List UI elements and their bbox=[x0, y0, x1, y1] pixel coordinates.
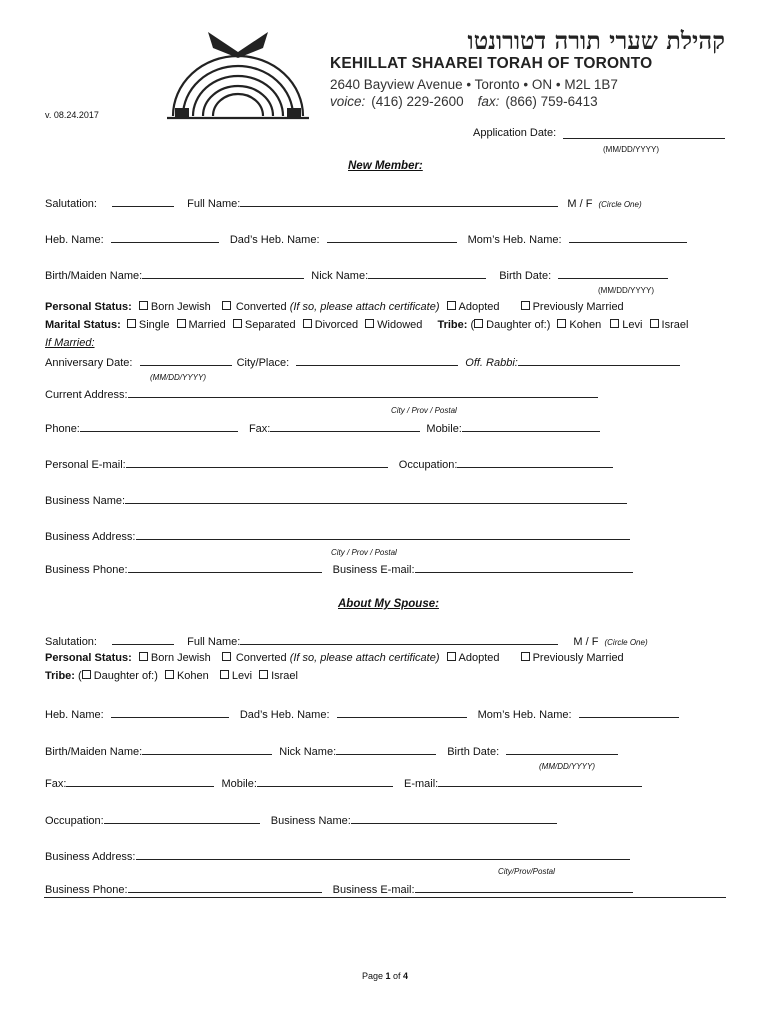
nm-row-current-address bbox=[45, 387, 606, 401]
sp-moms-heb-name-label: Mom’s Heb. Name: bbox=[477, 709, 572, 721]
phone-field[interactable] bbox=[80, 421, 238, 432]
synagogue-arch-logo bbox=[163, 26, 313, 122]
current-address-field[interactable] bbox=[128, 387, 598, 398]
sp-converted-checkbox[interactable] bbox=[222, 652, 231, 661]
sp-dads-heb-name-field[interactable] bbox=[337, 707, 467, 718]
levi-label: Levi bbox=[622, 319, 643, 331]
current-address-hint: City / Prov / Postal bbox=[391, 406, 457, 415]
separated-label: Separated bbox=[244, 319, 296, 331]
sp-business-name-label: Business Name: bbox=[270, 815, 351, 827]
sp-heb-name-label: Heb. Name: bbox=[45, 709, 104, 721]
daughter-of-label: Daughter of:) bbox=[486, 319, 551, 331]
sp-kohen-checkbox[interactable] bbox=[165, 670, 174, 679]
personal-email-field[interactable] bbox=[126, 457, 388, 468]
voice-label: voice: bbox=[330, 94, 366, 109]
sp-nick-name-field[interactable] bbox=[336, 744, 436, 755]
sp-business-email-label: Business E-mail: bbox=[332, 884, 415, 896]
israel-label: Israel bbox=[661, 319, 689, 331]
circle-one-hint: (Circle One) bbox=[598, 200, 642, 209]
off-rabbi-label: Off. Rabbi: bbox=[465, 357, 518, 369]
page-total: 4 bbox=[403, 971, 409, 981]
sp-mobile-label: Mobile: bbox=[221, 778, 257, 790]
heb-name-field[interactable] bbox=[111, 232, 219, 243]
sp-business-phone-label: Business Phone: bbox=[45, 884, 128, 896]
city-place-field[interactable] bbox=[296, 355, 458, 366]
full-name-label: Full Name: bbox=[187, 198, 241, 210]
current-address-label: Current Address: bbox=[45, 389, 128, 401]
birth-date-hint: (MM/DD/YYYY) bbox=[598, 286, 654, 295]
sp-personal-status-label: Personal Status: bbox=[45, 652, 132, 664]
nm-row-business-contact bbox=[45, 562, 641, 576]
sp-levi-label: Levi bbox=[231, 670, 253, 682]
sp-row-tribe bbox=[45, 670, 298, 682]
widowed-checkbox[interactable] bbox=[365, 319, 374, 328]
anniversary-date-field[interactable] bbox=[140, 355, 232, 366]
nm-row-personal-status bbox=[45, 301, 624, 313]
converted-checkbox[interactable] bbox=[222, 301, 231, 310]
hebrew-org-name: קהילת שערי תורה דטורונטו bbox=[467, 26, 725, 55]
kohen-label: Kohen bbox=[569, 319, 602, 331]
sp-converted-note: (If so, please attach certificate) bbox=[289, 652, 440, 664]
fax-field[interactable] bbox=[270, 421, 420, 432]
fax-label: Fax: bbox=[248, 423, 271, 435]
sp-daughter-of-checkbox[interactable] bbox=[82, 670, 91, 679]
married-checkbox[interactable] bbox=[177, 319, 186, 328]
nm-row-anniversary bbox=[45, 355, 688, 369]
nm-row-business-name bbox=[45, 493, 635, 507]
anniversary-date-label: Anniversary Date: bbox=[45, 357, 133, 369]
sp-row-business-address bbox=[45, 849, 638, 863]
business-address-label: Business Address: bbox=[45, 531, 136, 543]
sp-daughter-of-label: Daughter of:) bbox=[93, 670, 158, 682]
divorced-label: Divorced bbox=[314, 319, 359, 331]
sp-business-address-field[interactable] bbox=[136, 849, 630, 860]
daughter-of-checkbox[interactable] bbox=[474, 319, 483, 328]
sp-israel-checkbox[interactable] bbox=[259, 670, 268, 679]
sp-row-birth bbox=[45, 744, 626, 758]
nm-row-birth bbox=[45, 268, 676, 282]
spouse-title: About My Spouse: bbox=[338, 598, 439, 610]
gender-mf[interactable]: M / F bbox=[567, 198, 593, 210]
sp-nick-name-label: Nick Name: bbox=[279, 746, 337, 758]
single-checkbox[interactable] bbox=[127, 319, 136, 328]
nm-if-married bbox=[45, 337, 95, 349]
levi-checkbox[interactable] bbox=[610, 319, 619, 328]
page-number: 1 bbox=[385, 971, 391, 981]
kohen-checkbox[interactable] bbox=[557, 319, 566, 328]
phone-label: Phone: bbox=[45, 423, 80, 435]
page-label: Page bbox=[361, 971, 383, 981]
widowed-label: Widowed bbox=[377, 319, 423, 331]
marital-status-label: Marital Status: bbox=[45, 319, 121, 331]
sp-row-occupation bbox=[45, 813, 565, 827]
sp-birth-date-field[interactable] bbox=[506, 744, 618, 755]
born-jewish-label: Born Jewish bbox=[150, 301, 211, 313]
page-footer bbox=[0, 971, 770, 981]
adopted-label: Adopted bbox=[458, 301, 500, 313]
application-date-hint: (MM/DD/YYYY) bbox=[603, 145, 659, 154]
sp-row-hebrew-names bbox=[45, 707, 687, 721]
application-date-field[interactable] bbox=[563, 138, 725, 139]
moms-heb-name-field[interactable] bbox=[569, 232, 687, 243]
salutation-field[interactable] bbox=[112, 196, 174, 207]
sp-previously-married-label: Previously Married bbox=[532, 652, 624, 664]
sp-kohen-label: Kohen bbox=[176, 670, 209, 682]
personal-status-label: Personal Status: bbox=[45, 301, 132, 313]
converted-label: Converted bbox=[235, 301, 287, 313]
anniversary-date-hint: (MM/DD/YYYY) bbox=[150, 373, 206, 382]
sp-business-email-field[interactable] bbox=[415, 882, 633, 893]
sp-circle-one-hint: (Circle One) bbox=[604, 638, 648, 647]
divorced-checkbox[interactable] bbox=[303, 319, 312, 328]
sp-birth-maiden-label: Birth/Maiden Name: bbox=[45, 746, 143, 758]
occupation-label: Occupation: bbox=[398, 459, 458, 471]
occupation-field[interactable] bbox=[457, 457, 613, 468]
previously-married-checkbox[interactable] bbox=[521, 301, 530, 310]
sp-business-name-field[interactable] bbox=[351, 813, 557, 824]
separated-checkbox[interactable] bbox=[233, 319, 242, 328]
fax-number: (866) 759-6413 bbox=[505, 94, 598, 109]
nm-row-salutation bbox=[45, 196, 642, 210]
nm-row-hebrew-names bbox=[45, 232, 695, 246]
sp-converted-label: Converted bbox=[235, 652, 287, 664]
sp-full-name-field[interactable] bbox=[240, 634, 558, 645]
sp-salutation-label: Salutation: bbox=[45, 636, 97, 648]
nm-row-marital-status bbox=[45, 319, 688, 331]
sp-adopted-label: Adopted bbox=[458, 652, 500, 664]
nick-name-label: Nick Name: bbox=[311, 270, 369, 282]
form-version: v. 08.24.2017 bbox=[45, 110, 99, 120]
business-name-label: Business Name: bbox=[45, 495, 126, 507]
org-address: 2640 Bayview Avenue • Toronto • ON • M2L 1B7 bbox=[330, 77, 618, 92]
full-name-field[interactable] bbox=[240, 196, 558, 207]
business-phone-field[interactable] bbox=[128, 562, 322, 573]
if-married-label: If Married: bbox=[45, 337, 95, 349]
sp-tribe-label: Tribe: bbox=[45, 670, 75, 682]
birth-date-field[interactable] bbox=[558, 268, 668, 279]
sp-fax-label: Fax: bbox=[45, 778, 67, 790]
off-rabbi-field[interactable] bbox=[518, 355, 680, 366]
city-place-label: City/Place: bbox=[236, 357, 290, 369]
israel-checkbox[interactable] bbox=[650, 319, 659, 328]
nick-name-field[interactable] bbox=[368, 268, 486, 279]
tribe-label: Tribe: bbox=[437, 319, 468, 331]
business-email-label: Business E-mail: bbox=[332, 564, 415, 576]
sp-row-personal-status bbox=[45, 652, 624, 664]
dads-heb-name-label: Dad’s Heb. Name: bbox=[229, 234, 320, 246]
business-phone-label: Business Phone: bbox=[45, 564, 128, 576]
dads-heb-name-field[interactable] bbox=[327, 232, 457, 243]
sp-birth-date-label: Birth Date: bbox=[447, 746, 500, 758]
sp-gender-mf[interactable]: M / F bbox=[573, 636, 599, 648]
fax-label: fax: bbox=[477, 94, 500, 109]
sp-full-name-label: Full Name: bbox=[187, 636, 241, 648]
sp-fax-field[interactable] bbox=[66, 776, 214, 787]
voice-number: (416) 229-2600 bbox=[371, 94, 464, 109]
sp-salutation-field[interactable] bbox=[112, 634, 174, 645]
org-name: KEHILLAT SHAAREI TORAH OF TORONTO bbox=[330, 55, 653, 72]
personal-email-label: Personal E-mail: bbox=[45, 459, 126, 471]
born-jewish-checkbox[interactable] bbox=[139, 301, 148, 310]
adopted-checkbox[interactable] bbox=[447, 301, 456, 310]
converted-note: (If so, please attach certificate) bbox=[289, 301, 440, 313]
application-date-label: Application Date: bbox=[473, 127, 557, 139]
mobile-field[interactable] bbox=[462, 421, 600, 432]
sp-row-contact bbox=[45, 776, 650, 790]
org-contact bbox=[330, 94, 612, 109]
salutation-label: Salutation: bbox=[45, 198, 97, 210]
sp-row-business-contact bbox=[45, 882, 641, 896]
sp-moms-heb-name-field[interactable] bbox=[579, 707, 679, 718]
moms-heb-name-label: Mom’s Heb. Name: bbox=[467, 234, 562, 246]
business-email-field[interactable] bbox=[415, 562, 633, 573]
birth-maiden-field[interactable] bbox=[142, 268, 304, 279]
sp-birth-date-hint: (MM/DD/YYYY) bbox=[539, 762, 595, 771]
sp-email-label: E-mail: bbox=[404, 778, 439, 790]
sp-levi-checkbox[interactable] bbox=[220, 670, 229, 679]
sp-born-jewish-checkbox[interactable] bbox=[139, 652, 148, 661]
sp-mobile-field[interactable] bbox=[257, 776, 393, 787]
sp-business-address-label: Business Address: bbox=[45, 851, 136, 863]
nm-row-phones bbox=[45, 421, 608, 435]
heb-name-label: Heb. Name: bbox=[45, 234, 104, 246]
married-label: Married bbox=[188, 319, 226, 331]
sp-email-field[interactable] bbox=[438, 776, 642, 787]
sp-adopted-checkbox[interactable] bbox=[447, 652, 456, 661]
mobile-label: Mobile: bbox=[426, 423, 462, 435]
nm-row-email bbox=[45, 457, 621, 471]
business-address-field[interactable] bbox=[136, 529, 630, 540]
sp-business-address-hint: City/Prov/Postal bbox=[498, 867, 555, 876]
page-of: of bbox=[393, 971, 401, 981]
sp-dads-heb-name-label: Dad’s Heb. Name: bbox=[239, 709, 330, 721]
sp-previously-married-checkbox[interactable] bbox=[521, 652, 530, 661]
birth-date-label: Birth Date: bbox=[499, 270, 552, 282]
business-address-hint: City / Prov / Postal bbox=[331, 548, 397, 557]
single-label: Single bbox=[138, 319, 170, 331]
business-name-field[interactable] bbox=[125, 493, 627, 504]
sp-occupation-field[interactable] bbox=[104, 813, 260, 824]
birth-maiden-label: Birth/Maiden Name: bbox=[45, 270, 143, 282]
nm-row-business-address bbox=[45, 529, 638, 543]
sp-birth-maiden-field[interactable] bbox=[142, 744, 272, 755]
sp-tribe-open-paren: ( bbox=[78, 670, 82, 682]
sp-israel-label: Israel bbox=[271, 670, 298, 682]
sp-occupation-label: Occupation: bbox=[45, 815, 104, 827]
sp-business-phone-field[interactable] bbox=[128, 882, 322, 893]
tribe-open-paren: ( bbox=[470, 319, 475, 331]
section-divider bbox=[44, 897, 726, 898]
sp-row-salutation bbox=[45, 634, 648, 648]
sp-heb-name-field[interactable] bbox=[111, 707, 229, 718]
new-member-title: New Member: bbox=[348, 160, 423, 172]
sp-born-jewish-label: Born Jewish bbox=[150, 652, 211, 664]
previously-married-label: Previously Married bbox=[532, 301, 624, 313]
